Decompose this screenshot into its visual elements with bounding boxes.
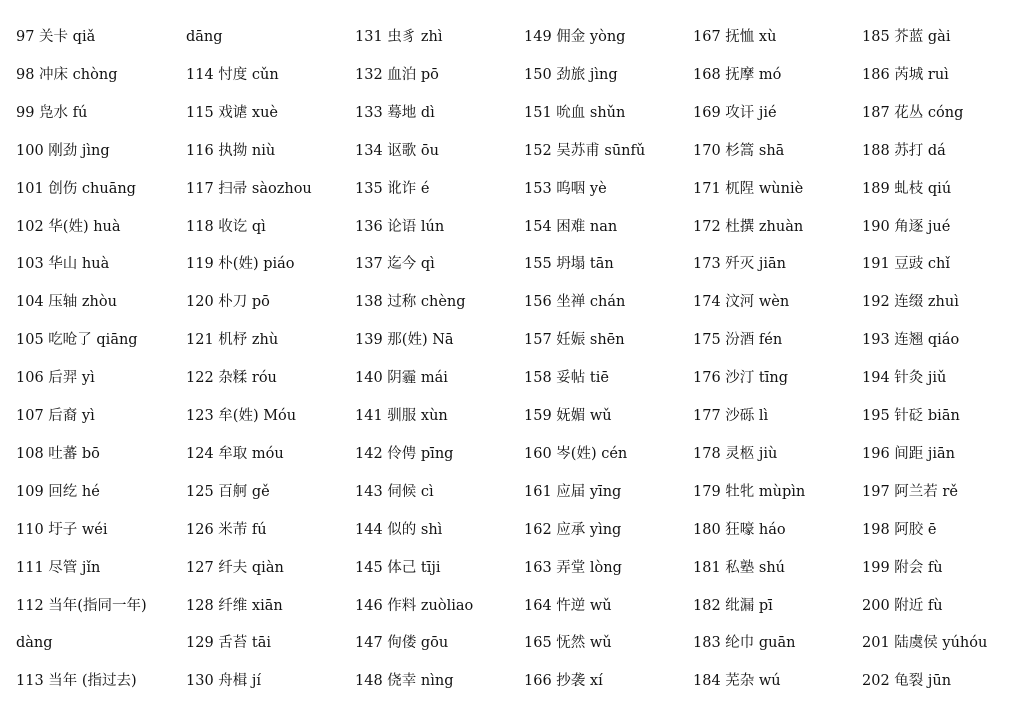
vocab-entry: 195 针砭 biān xyxy=(862,408,960,424)
vocab-entry: 190 角逐 jué xyxy=(862,218,951,235)
vocab-entry: 141 驯服 xùn xyxy=(355,408,448,424)
vocab-entry: 165 怃然 wǔ xyxy=(524,635,612,652)
vocab-entry: 130 舟楫 jí xyxy=(186,673,262,690)
vocab-entry: 147 佝偻 gōu xyxy=(355,635,449,652)
vocab-entry: 197 阿兰若 rě xyxy=(862,483,958,500)
vocab-entry: 153 呜咽 yè xyxy=(524,180,607,197)
vocab-entry: 161 应届 yīng xyxy=(524,483,622,500)
vocab-entry: 109 回纥 hé xyxy=(16,483,100,500)
vocab-entry: 106 后羿 yì xyxy=(16,370,95,387)
vocab-entry: 179 牡牝 mùpìn xyxy=(693,483,806,500)
vocab-entry: 120 朴刀 pō xyxy=(186,294,270,311)
vocab-entry: 131 虫豸 zhì xyxy=(355,29,443,45)
vocab-entry: 143 伺候 cì xyxy=(355,483,434,500)
vocab-entry: 146 作料 zuòliao xyxy=(355,597,474,614)
vocab-entry: 157 妊娠 shēn xyxy=(524,332,625,349)
vocab-entry: 104 压轴 zhòu xyxy=(16,294,117,311)
vocab-entry: 169 攻讦 jié xyxy=(693,104,777,121)
vocab-entry: 151 吮血 shǔn xyxy=(524,104,626,121)
vocab-entry: 152 吴苏甫 sūnfǔ xyxy=(524,142,646,159)
vocab-entry: 107 后裔 yì xyxy=(16,408,95,424)
vocab-entry: 148 侥幸 nìng xyxy=(355,673,454,690)
vocab-entry: 176 沙汀 tīng xyxy=(693,370,788,387)
vocab-entry: 175 汾酒 fén xyxy=(693,332,783,349)
vocab-entry: 199 附会 fù xyxy=(862,559,943,576)
vocab-entry: 171 杌陧 wùniè xyxy=(693,180,804,197)
vocab-entry: 112 当年(指同一年) xyxy=(16,597,147,614)
vocab-entry: 144 似的 shì xyxy=(355,521,443,538)
vocab-entry: 192 连缀 zhuì xyxy=(862,294,959,311)
vocab-entry: 182 纰漏 pī xyxy=(693,597,773,614)
vocab-entry: 137 迄今 qì xyxy=(355,256,435,273)
vocab-entry: 117 扫帚 sàozhou xyxy=(186,180,312,197)
vocab-entry: 183 纶巾 guān xyxy=(693,635,796,652)
vocab-entry: 160 岑(姓) cén xyxy=(524,445,628,462)
vocab-entry: 149 佣金 yòng xyxy=(524,29,626,45)
vocab-entry: 97 关卡 qiǎ xyxy=(16,29,96,45)
vocab-entry: 142 伶俜 pīng xyxy=(355,445,454,462)
vocab-entry: 163 弄堂 lòng xyxy=(524,559,622,576)
vocab-entry: 200 附近 fù xyxy=(862,597,943,614)
vocab-entry: 114 忖度 cǔn xyxy=(186,66,279,83)
vocab-entry: 189 虬枝 qiú xyxy=(862,180,952,197)
vocab-entry: 180 狂嚎 háo xyxy=(693,521,786,538)
vocab-entry: 100 刚劲 jìng xyxy=(16,142,110,159)
vocab-entry: dāng xyxy=(186,29,223,45)
vocab-entry: 118 收讫 qì xyxy=(186,218,266,235)
vocab-entry: 150 劲旅 jìng xyxy=(524,66,618,83)
vocab-entry: 198 阿胶 ē xyxy=(862,521,937,538)
vocab-entry: 113 当年 (指过去) xyxy=(16,673,137,690)
vocab-entry: 159 妩媚 wǔ xyxy=(524,408,612,424)
vocab-entry: 134 讴歌 ōu xyxy=(355,142,439,159)
vocab-entry: 110 圩子 wéi xyxy=(16,521,108,538)
vocab-entry: dàng xyxy=(16,635,53,652)
vocab-entry: 111 尽管 jǐn xyxy=(16,559,101,576)
vocab-entry: 103 华山 huà xyxy=(16,256,110,273)
vocab-entry: 98 冲床 chòng xyxy=(16,66,118,83)
vocab-entry: 139 那(姓) Nā xyxy=(355,332,454,349)
vocab-entry: 193 连翘 qiáo xyxy=(862,332,960,349)
vocab-entry: 133 蓦地 dì xyxy=(355,104,435,121)
vocab-entry: 186 芮城 ruì xyxy=(862,66,949,83)
vocab-entry: 128 纤维 xiān xyxy=(186,597,283,614)
vocab-entry: 99 凫水 fú xyxy=(16,104,88,121)
vocab-entry: 122 杂糅 róu xyxy=(186,370,277,387)
vocab-entry: 174 汶河 wèn xyxy=(693,294,790,311)
vocab-entry: 158 妥帖 tiē xyxy=(524,370,609,387)
vocab-entry: 194 针灸 jiǔ xyxy=(862,370,947,387)
vocab-entry: 155 坍塌 tān xyxy=(524,256,614,273)
vocab-entry: 168 抚摩 mó xyxy=(693,66,782,83)
vocab-entry: 129 舌苔 tāi xyxy=(186,635,272,652)
vocab-entry: 187 花丛 cóng xyxy=(862,104,964,121)
vocab-entry: 173 歼灭 jiān xyxy=(693,256,787,273)
vocab-entry: 167 抚恤 xù xyxy=(693,29,777,45)
vocab-entry: 178 灵柩 jiù xyxy=(693,445,778,462)
vocab-entry: 202 龟裂 jūn xyxy=(862,673,952,690)
vocab-entry: 140 阴霾 mái xyxy=(355,370,448,387)
vocab-entry: 162 应承 yìng xyxy=(524,521,622,538)
vocab-entry: 132 血泊 pō xyxy=(355,66,439,83)
vocab-entry: 188 苏打 dá xyxy=(862,142,946,159)
vocab-entry: 154 困难 nan xyxy=(524,218,618,235)
vocab-entry: 138 过称 chèng xyxy=(355,294,466,311)
vocab-entry: 177 沙砾 lì xyxy=(693,408,769,424)
vocab-entry: 170 杉篙 shā xyxy=(693,142,785,159)
vocab-entry: 119 朴(姓) piáo xyxy=(186,256,295,273)
vocab-entry: 127 纤夫 qiàn xyxy=(186,559,284,576)
vocab-entry: 172 杜撰 zhuàn xyxy=(693,218,804,235)
vocab-entry: 108 吐蕃 bō xyxy=(16,445,100,462)
vocab-entry: 145 体己 tīji xyxy=(355,559,441,576)
vocab-entry: 191 豆豉 chǐ xyxy=(862,256,950,273)
vocab-entry: 181 私塾 shú xyxy=(693,559,786,576)
vocab-entry: 105 吃呛了 qiāng xyxy=(16,332,138,349)
vocab-entry: 156 坐禅 chán xyxy=(524,294,626,311)
vocab-entry: 135 讹诈 é xyxy=(355,180,430,197)
vocab-entry: 126 米芾 fú xyxy=(186,521,267,538)
vocab-entry: 184 芜杂 wú xyxy=(693,673,781,690)
vocab-entry: 166 抄袭 xí xyxy=(524,673,603,690)
vocab-entry: 196 间距 jiān xyxy=(862,445,956,462)
vocab-entry: 201 陆虞侯 yúhóu xyxy=(862,635,988,652)
vocab-entry: 116 执拗 niù xyxy=(186,142,276,159)
vocab-entry: 102 华(姓) huà xyxy=(16,218,121,235)
vocab-entry: 101 创伤 chuāng xyxy=(16,180,136,197)
vocab-entry: 136 论语 lún xyxy=(355,218,445,235)
vocab-entry: 185 芥蓝 gài xyxy=(862,29,951,45)
vocab-entry: 125 百舸 gě xyxy=(186,483,270,500)
vocab-entry: 115 戏谑 xuè xyxy=(186,104,278,121)
vocab-entry: 164 忤逆 wǔ xyxy=(524,597,612,614)
vocab-entry: 123 牟(姓) Móu xyxy=(186,408,297,424)
vocab-entry: 124 牟取 móu xyxy=(186,445,284,462)
vocab-entry: 121 机杼 zhù xyxy=(186,332,279,349)
